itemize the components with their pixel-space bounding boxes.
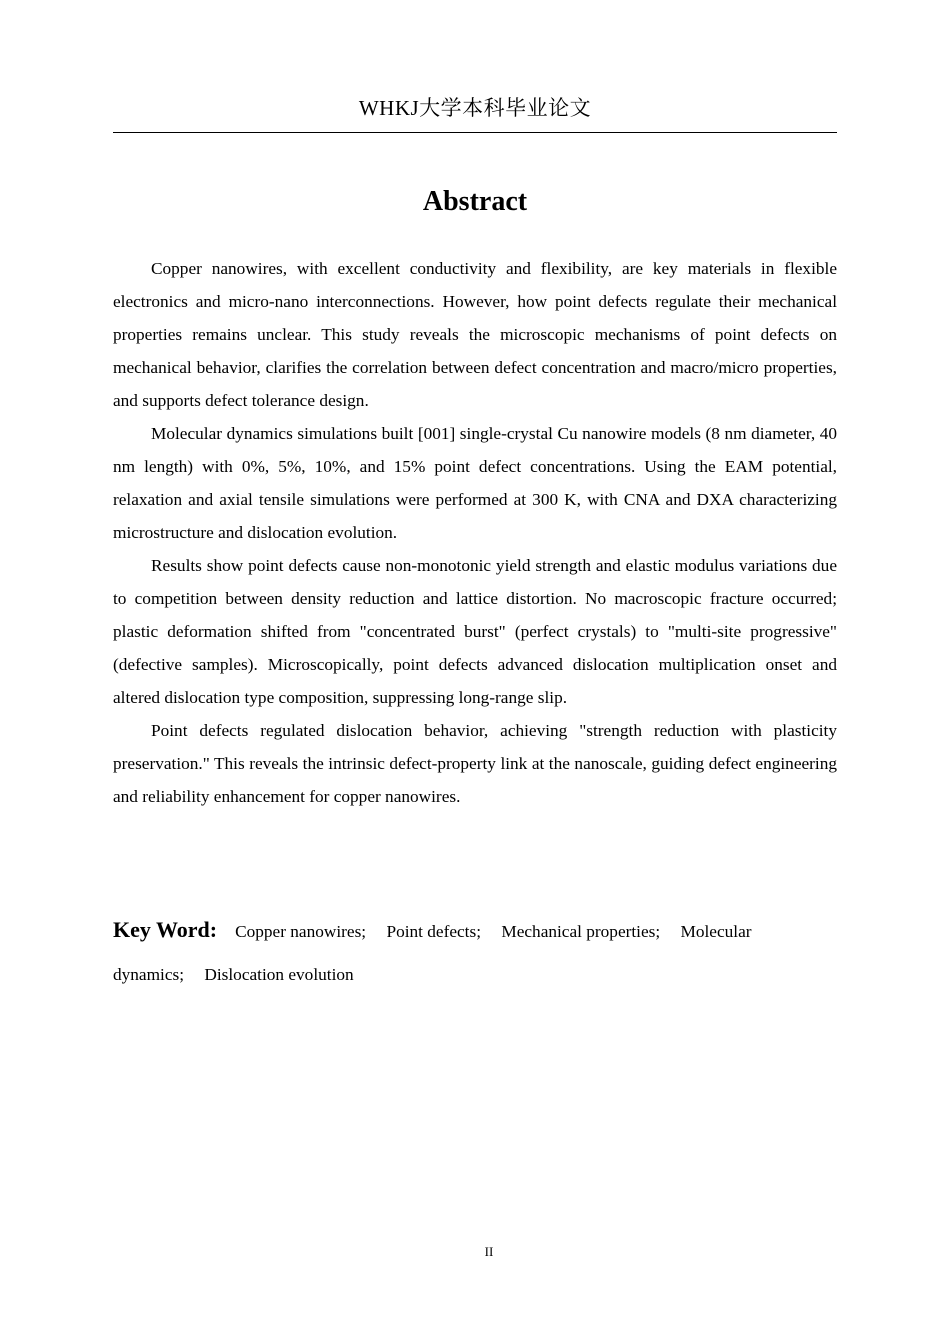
keywords-label: Key Word:: [113, 917, 218, 942]
keyword-item: Point defects;: [386, 922, 482, 941]
abstract-paragraph-1: Copper nanowires, with excellent conductivity and flexibility, are key materials in flexible electronics and micro-nano interconnections. However, how point defects regulate their mechanical properties remains unclear. This study reveals the microscopic mechanisms of point defects on mechanical behavior, clarifies the correlation between defect concentration and macro/micro properties, and supports defect tolerance design.: [113, 259, 837, 410]
keyword-item: Copper nanowires;: [235, 922, 367, 941]
abstract-paragraph-3: Results show point defects cause non-monotonic yield strength and elastic modulus variations due to competition between density reduction and lattice distortion. No macroscopic fracture occurred; plastic deformation shifted from "concentrated burst" (perfect crystals) to "multi-site progressive" (defective samples). Microscopically, point defects advanced dislocation multiplication onset and altered dislocation type composition, suppressing long-range slip.: [113, 556, 837, 707]
keywords-section: [113, 908, 837, 996]
abstract-heading: Abstract: [422, 186, 528, 217]
keyword-item: Mechanical properties;: [501, 922, 661, 941]
running-header: WHKJ大学本科毕业论文: [358, 96, 592, 120]
keyword-item: Molecular dynamics;: [113, 922, 752, 984]
abstract-body: [113, 252, 837, 813]
keyword-item: Dislocation evolution: [204, 965, 354, 984]
abstract-paragraph-4: Point defects regulated dislocation behavior, achieving "strength reduction with plasticity preservation." This reveals the intrinsic defect-property link at the nanoscale, guiding defect engineering and reliability enhancement for copper nanowires.: [113, 721, 837, 806]
page-number: II: [484, 1244, 494, 1259]
abstract-paragraph-2: Molecular dynamics simulations built [001] single-crystal Cu nanowire models (8 nm diameter, 40 nm length) with 0%, 5%, 10%, and 15% point defect concentrations. Using the EAM potential, relaxation and axial tensile simulations were performed at 300 K, with CNA and DXA characterizing microstructure and dislocation evolution.: [113, 424, 837, 542]
header-divider: [113, 132, 837, 133]
